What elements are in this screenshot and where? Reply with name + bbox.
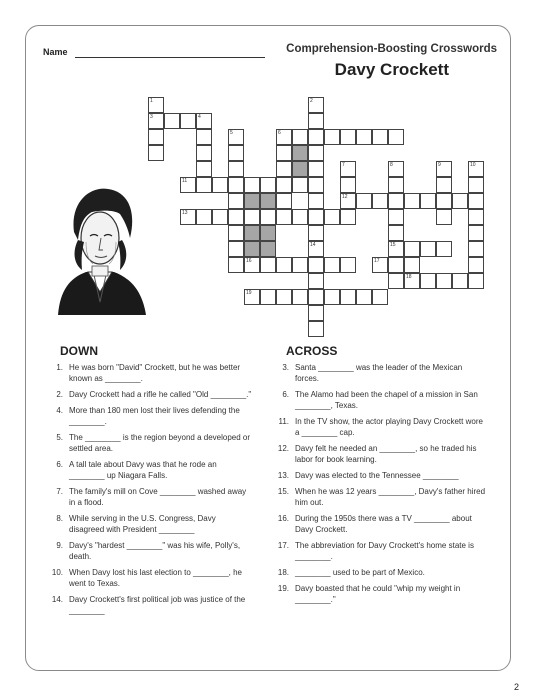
crossword-cell[interactable] [164,113,180,129]
crossword-cell[interactable] [340,257,356,273]
crossword-cell[interactable] [468,225,484,241]
across-clue-number: 19. [277,584,289,593]
crossword-cell[interactable] [324,257,340,273]
shaded-cell [260,225,276,241]
down-clue-text: More than 180 men lost their lives defending the ________. [69,406,240,426]
down-clue-text: A tall tale about Davy was that he rode an ________ up Niagara Falls. [69,460,217,480]
across-clue-text: Davy felt he needed an ________, so he traded his labor for book learning. [295,444,477,464]
crossword-cell[interactable] [276,257,292,273]
crossword-cell[interactable] [468,161,484,177]
crossword-cell[interactable] [276,145,292,161]
crossword-cell[interactable] [388,193,404,209]
across-clue [273,567,488,578]
shaded-cell [260,241,276,257]
grid-clue-number: 16 [246,258,252,264]
crossword-cell[interactable] [148,113,164,129]
crossword-cell[interactable] [308,193,324,209]
crossword-cell[interactable] [276,289,292,305]
across-clue-number: 11. [278,417,289,426]
crossword-cell[interactable] [244,209,260,225]
down-clue [47,540,252,562]
crossword-cell[interactable] [276,161,292,177]
crossword-cell[interactable] [196,177,212,193]
grid-clue-number: 15 [390,242,396,248]
crossword-cell[interactable] [308,321,324,337]
crossword-cell[interactable] [228,145,244,161]
crossword-cell[interactable] [388,273,404,289]
down-clue [47,459,252,481]
crossword-cell[interactable] [244,289,260,305]
down-clue [47,486,252,508]
across-clue-number: 13. [277,471,289,480]
crossword-cell[interactable] [276,209,292,225]
crossword-cell[interactable] [292,177,308,193]
crossword-cell[interactable] [180,177,196,193]
crossword-cell[interactable] [308,177,324,193]
crossword-cell[interactable] [468,209,484,225]
crossword-cell[interactable] [180,209,196,225]
across-clue-number: 3. [282,363,289,372]
across-heading: ACROSS [286,344,338,358]
crossword-cell[interactable] [308,145,324,161]
crossword-cell[interactable] [196,161,212,177]
grid-clue-number: 7 [342,162,345,168]
across-clue [273,583,488,605]
down-clue-text: The ________ is the region beyond a developed or settled area. [69,433,251,453]
down-clue-list [47,362,252,621]
grid-clue-number: 8 [390,162,393,168]
down-clue [47,513,252,535]
crossword-cell[interactable] [388,177,404,193]
down-clue-number: 5. [56,433,63,442]
crossword-cell[interactable] [308,225,324,241]
down-clue [47,362,252,384]
shaded-cell [244,193,260,209]
grid-clue-number: 10 [470,162,476,168]
grid-clue-number: 2 [310,98,313,104]
crossword-cell[interactable] [212,209,228,225]
crossword-cell[interactable] [308,161,324,177]
grid-clue-number: 9 [438,162,441,168]
crossword-cell[interactable] [292,209,308,225]
grid-clue-number: 3 [150,114,153,120]
crossword-cell[interactable] [388,209,404,225]
crossword-cell[interactable] [388,241,404,257]
crossword-cell[interactable] [196,209,212,225]
crossword-cell[interactable] [436,273,452,289]
series-title: Comprehension-Boosting Crosswords [286,43,497,55]
crossword-cell[interactable] [228,225,244,241]
grid-clue-number: 18 [406,274,412,280]
grid-clue-number: 11 [182,178,188,184]
crossword-cell[interactable] [260,209,276,225]
crossword-cell[interactable] [260,177,276,193]
across-clue-text: Davy was elected to the Tennessee ________ [295,471,459,480]
crossword-cell[interactable] [340,129,356,145]
crossword-cell[interactable] [356,193,372,209]
crossword-cell[interactable] [420,273,436,289]
crossword-cell[interactable] [468,177,484,193]
down-clue-number: 14. [51,595,63,604]
across-clue-number: 17. [277,541,289,550]
down-clue [47,432,252,454]
grid-clue-number: 13 [182,210,188,216]
across-clue-text: When he was 12 years ________, Davy's father hired him out. [295,487,486,507]
across-clue-list [273,362,488,610]
across-clue-text: ________ used to be part of Mexico. [295,568,425,577]
crossword-cell[interactable] [244,177,260,193]
crossword-cell[interactable] [276,193,292,209]
crossword-cell[interactable] [228,161,244,177]
crossword-cell[interactable] [388,225,404,241]
crossword-cell[interactable] [308,113,324,129]
crossword-cell[interactable] [148,97,164,113]
grid-clue-number: 19 [246,290,252,296]
crossword-cell[interactable] [356,289,372,305]
crossword-cell[interactable] [308,129,324,145]
across-clue [273,416,488,438]
crossword-cell[interactable] [292,257,308,273]
crossword-cell[interactable] [340,177,356,193]
across-clue [273,470,488,481]
shaded-cell [260,193,276,209]
crossword-cell[interactable] [228,129,244,145]
crossword-cell[interactable] [196,113,212,129]
crossword-cell[interactable] [452,273,468,289]
shaded-cell [292,145,308,161]
grid-clue-number: 14 [310,242,316,248]
crossword-cell[interactable] [260,257,276,273]
across-clue-text: In the TV show, the actor playing Davy Crockett wore a ________ cap. [295,417,483,437]
crossword-cell[interactable] [404,193,420,209]
crossword-cell[interactable] [308,209,324,225]
down-clue-text: Davy Crockett's first political job was justice of the ________ [69,595,246,615]
down-clue-number: 6. [56,460,63,469]
crossword-cell[interactable] [388,257,404,273]
across-clue-text: During the 1950s there was a TV ________ about Davy Crockett. [295,514,472,534]
page-title: Davy Crockett [334,60,449,79]
across-clue [273,389,488,411]
down-clue-number: 4. [56,406,63,415]
down-clue-number: 1. [56,363,63,372]
down-clue-text: Davy's "hardest ________" was his wife, Polly's, death. [69,541,241,561]
crossword-cell[interactable] [260,289,276,305]
crossword-cell[interactable] [404,241,420,257]
grid-clue-number: 5 [230,130,233,136]
across-clue-number: 18. [277,568,289,577]
across-clue-number: 16. [277,514,289,523]
crossword-cell[interactable] [308,305,324,321]
crossword-cell[interactable] [372,129,388,145]
crossword-cell[interactable] [276,177,292,193]
crossword-cell[interactable] [340,289,356,305]
crossword-cell[interactable] [228,193,244,209]
crossword-cell[interactable] [388,129,404,145]
crossword-cell[interactable] [436,177,452,193]
crossword-cell[interactable] [372,289,388,305]
shaded-cell [244,225,260,241]
across-clue [273,486,488,508]
down-clue-number: 7. [56,487,63,496]
down-heading: DOWN [60,344,98,358]
across-clue [273,540,488,562]
crossword-cell[interactable] [308,257,324,273]
crossword-cell[interactable] [452,193,468,209]
crossword-cell[interactable] [276,129,292,145]
across-clue-text: The abbreviation for Davy Crockett's home state is ________. [295,541,474,561]
across-clue [273,443,488,465]
crossword-cell[interactable] [420,241,436,257]
across-clue-number: 6. [282,390,289,399]
down-clue-text: While serving in the U.S. Congress, Davy disagreed with President ________ [69,514,216,534]
grid-clue-number: 12 [342,194,348,200]
across-clue-text: Davy boasted that he could "whip my weight in ________." [295,584,461,604]
grid-clue-number: 4 [198,114,201,120]
crossword-cell[interactable] [292,129,308,145]
crossword-cell[interactable] [308,241,324,257]
name-label: Name [43,47,68,57]
crossword-cell[interactable] [372,257,388,273]
shaded-cell [244,241,260,257]
crossword-cell[interactable] [340,161,356,177]
down-clue-text: Davy Crockett had a rifle he called "Old ________." [69,390,252,399]
crossword-cell[interactable] [308,97,324,113]
crossword-cell[interactable] [388,161,404,177]
crossword-cell[interactable] [468,241,484,257]
page-number: 2 [513,682,519,692]
crossword-cell[interactable] [308,273,324,289]
crossword-cell[interactable] [180,113,196,129]
crossword-cell[interactable] [148,129,164,145]
crossword-cell[interactable] [324,209,340,225]
crossword-cell[interactable] [324,289,340,305]
crossword-cell[interactable] [356,129,372,145]
down-clue-text: When Davy lost his last election to ________, he went to Texas. [69,568,242,588]
crossword-cell[interactable] [436,209,452,225]
down-clue [47,389,252,400]
down-clue [47,594,252,616]
crossword-cell[interactable] [468,193,484,209]
crossword-cell[interactable] [324,129,340,145]
crossword-cell[interactable] [228,209,244,225]
across-clue-text: The Alamo had been the chapel of a mission in San ________, Texas. [295,390,478,410]
down-clue-number: 10. [51,568,63,577]
down-clue [47,567,252,589]
across-clue [273,513,488,535]
down-clue-text: The family's mill on Cove ________ washed away in a flood. [69,487,247,507]
crossword-cell[interactable] [468,273,484,289]
davy-crockett-portrait-image [48,180,152,315]
down-clue-number: 9. [56,541,63,550]
across-clue [273,362,488,384]
crossword-cell[interactable] [436,193,452,209]
crossword-cell[interactable] [404,257,420,273]
across-clue-number: 12. [277,444,289,453]
across-clue-text: Santa ________ was the leader of the Mexican forces. [295,363,463,383]
grid-clue-number: 1 [150,98,153,104]
crossword-cell[interactable] [436,241,452,257]
crossword-cell[interactable] [420,193,436,209]
crossword-cell[interactable] [436,161,452,177]
crossword-cell[interactable] [228,177,244,193]
crossword-cell[interactable] [372,193,388,209]
down-clue-number: 8. [56,514,63,523]
down-clue-text: He was born "David" Crockett, but he was better known as ________. [69,363,241,383]
crossword-cell[interactable] [404,273,420,289]
crossword-cell[interactable] [340,209,356,225]
grid-clue-number: 6 [278,130,281,136]
crossword-cell[interactable] [196,129,212,145]
down-clue [47,405,252,427]
grid-clue-number: 17 [374,258,380,264]
crossword-cell[interactable] [308,289,324,305]
crossword-cell[interactable] [228,257,244,273]
shaded-cell [292,161,308,177]
crossword-cell[interactable] [468,257,484,273]
across-clue-number: 15. [277,487,289,496]
crossword-cell[interactable] [292,289,308,305]
crossword-cell[interactable] [196,145,212,161]
crossword-cell[interactable] [244,257,260,273]
crossword-cell[interactable] [228,241,244,257]
crossword-cell[interactable] [340,193,356,209]
down-clue-number: 2. [56,390,63,399]
crossword-cell[interactable] [148,145,164,161]
crossword-cell[interactable] [212,177,228,193]
